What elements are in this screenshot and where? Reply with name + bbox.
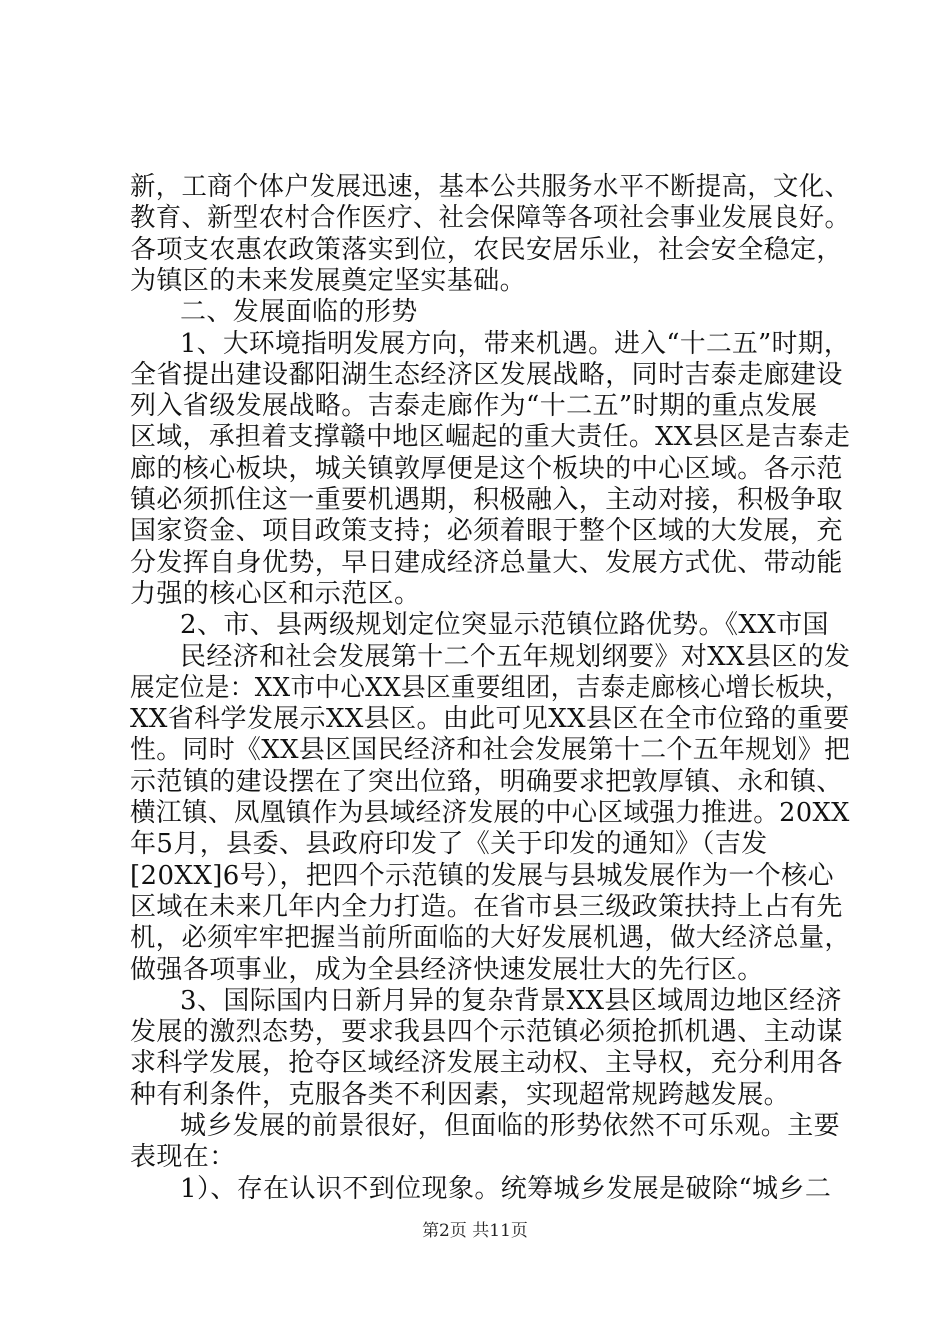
- text-line: 分发挥自身优势，早日建成经济总量大、发展方式优、带动能: [130, 548, 843, 578]
- text-line: 新，工商个体户发展迅速，基本公共服务水平不断提高，文化、: [130, 172, 851, 202]
- text-line: 求科学发展，抢夺区域经济发展主动权、主导权，充分利用各: [130, 1048, 843, 1078]
- text-line: 列入省级发展战略。吉泰走廊作为“十二五”时期的重点发展: [130, 391, 818, 421]
- text-line: 机，必须牢牢把握当前所面临的大好发展机遇，做大经济总量，: [130, 923, 851, 953]
- text-line: 为镇区的未来发展奠定坚实基础。: [130, 266, 527, 296]
- text-line: XX省科学发展示XX县区。由此可见XX县区在全市位臵的重要: [130, 704, 850, 734]
- text-line: 1、大环境指明发展方向，带来机遇。进入“十二五”时期，: [180, 329, 850, 359]
- text-line: 各项支农惠农政策落实到位，农民安居乐业，社会安全稳定，: [130, 235, 843, 265]
- text-line: 镇必须抓住这一重要机遇期，积极融入，主动对接，积极争取: [130, 485, 843, 515]
- text-line: 国家资金、项目政策支持；必须着眼于整个区域的大发展，充: [130, 516, 843, 546]
- text-line: 展定位是：XX市中心XX县区重要组团，吉泰走廊核心增长板块，: [130, 673, 851, 703]
- text-line: 横江镇、凤凰镇作为县域经济发展的中心区域强力推进。20XX: [130, 798, 850, 828]
- text-line: 2、市、县两级规划定位突显示范镇位路优势。《XX市国: [180, 610, 829, 640]
- text-line: 示范镇的建设摆在了突出位臵，明确要求把敦厚镇、永和镇、: [130, 767, 843, 797]
- text-line: 城乡发展的前景很好，但面临的形势依然不可乐观。主要: [180, 1111, 841, 1141]
- text-line: 年5月，县委、县政府印发了《关于印发的通知》（吉发: [130, 829, 768, 859]
- text-line: 3、国际国内日新月异的复杂背景XX县区域周边地区经济: [180, 986, 842, 1016]
- text-line: 全省提出建设鄱阳湖生态经济区发展战略，同时吉泰走廊建设: [130, 360, 843, 390]
- page-footer: 第2页 共11页: [422, 1221, 528, 1241]
- text-line: 做强各项事业，成为全县经济快速发展壮大的先行区。: [130, 955, 764, 985]
- text-line: 力强的核心区和示范区。: [130, 579, 421, 609]
- text-line: 民经济和社会发展第十二个五年规划纲要》对XX县区的发: [180, 642, 851, 672]
- text-line: 廊的核心板块，城关镇敦厚便是这个板块的中心区域。各示范: [130, 454, 843, 484]
- text-line: 1）、存在认识不到位现象。统筹城乡发展是破除“城乡二: [180, 1174, 832, 1204]
- text-line: 区域在未来几年内全力打造。在省市县三级政策扶持上占有先: [130, 892, 843, 922]
- text-line: 教育、新型农村合作医疗、社会保障等各项社会事业发展良好。: [130, 203, 851, 233]
- text-line: [20XX]6号），把四个示范镇的发展与县城发展作为一个核心: [130, 861, 834, 891]
- text-line: 区域，承担着支撑赣中地区崛起的重大责任。XX县区是吉泰走: [130, 422, 851, 452]
- text-line: 二、发展面临的形势: [180, 297, 418, 327]
- text-line: 表现在：: [130, 1142, 236, 1172]
- text-line: 种有利条件，克服各类不利因素，实现超常规跨越发展。: [130, 1080, 791, 1110]
- text-line: 性。同时《XX县区国民经济和社会发展第十二个五年规划》把: [130, 735, 851, 765]
- text-line: 发展的激烈态势，要求我县四个示范镇必须抢抓机遇、主动谋: [130, 1017, 843, 1047]
